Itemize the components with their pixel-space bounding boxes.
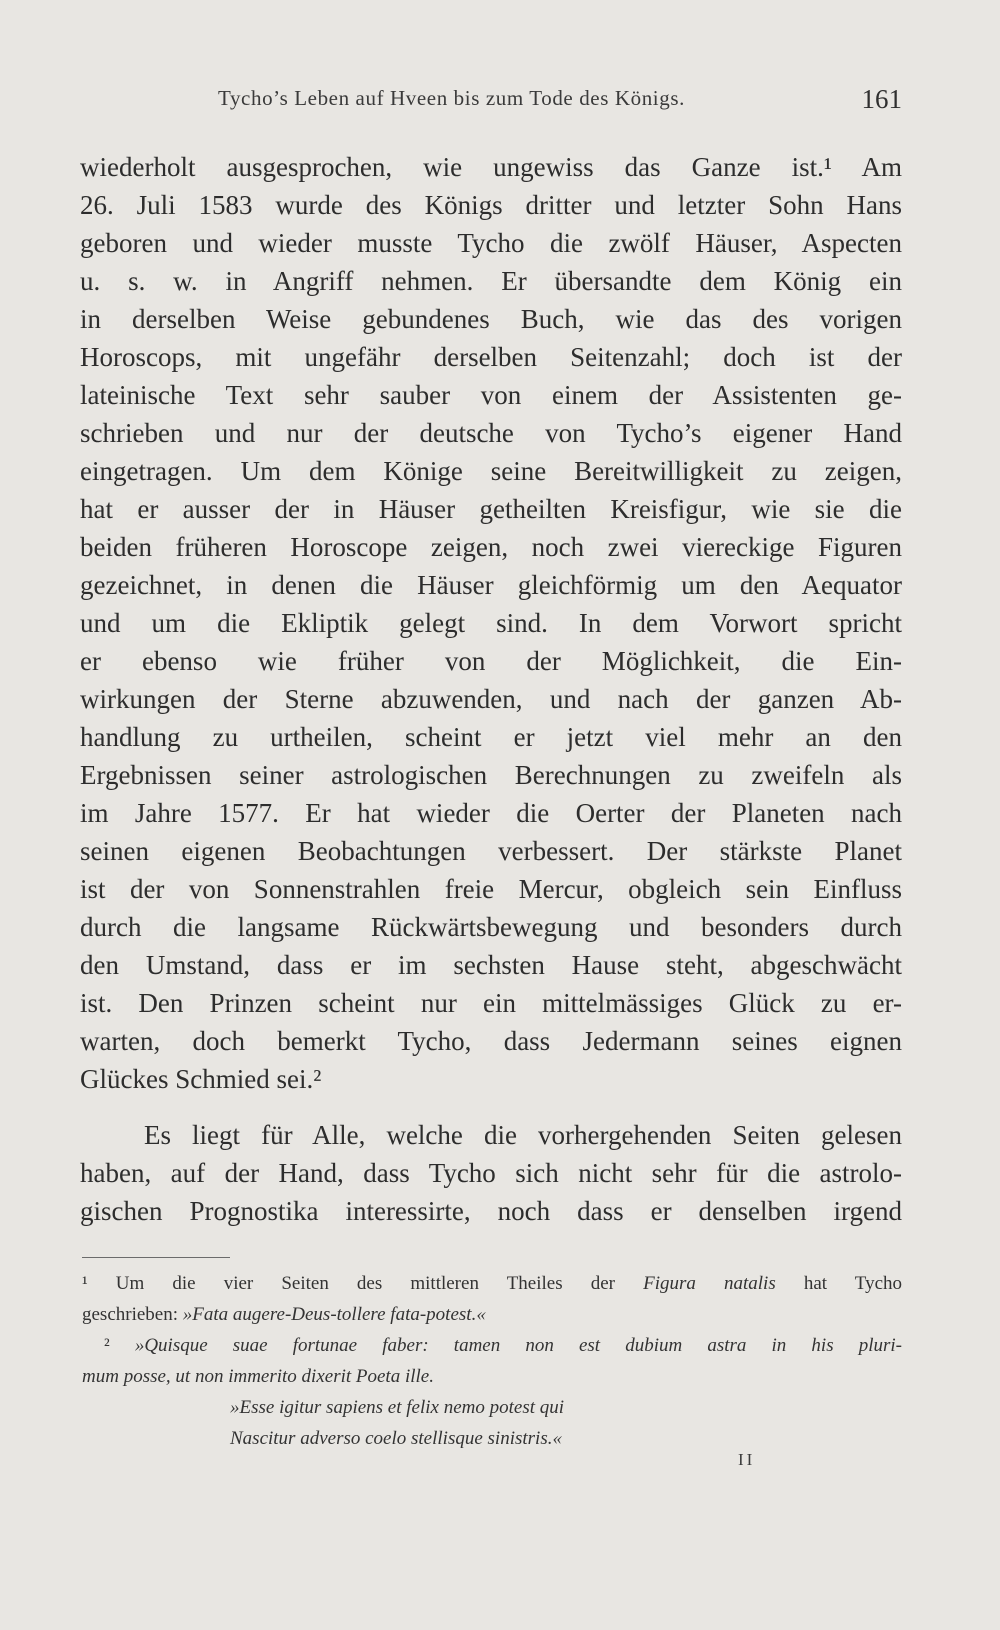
page-number: 161 <box>861 84 902 114</box>
text-line: u. s. w. in Angriff nehmen. Er übersandte dem König ein <box>80 266 902 296</box>
footnote-marker: ² <box>104 1335 110 1356</box>
text-line: ist. Den Prinzen scheint nur ein mittelmässiges Glück zu er- <box>80 988 902 1018</box>
text-line: gezeichnet, in denen die Häuser gleichförmig um den Aequator <box>80 570 902 600</box>
text-line: den Umstand, dass er im sechsten Hause steht, abgeschwächt <box>80 950 902 980</box>
text-line: durch die langsame Rückwärtsbewegung und besonders durch <box>80 912 902 942</box>
text-line: im Jahre 1577. Er hat wieder die Oerter der Planeten nach <box>80 798 902 828</box>
footnote-text: geschrieben: <box>82 1304 179 1325</box>
page-header <box>218 84 902 118</box>
text-line: lateinische Text sehr sauber von einem der Assistenten ge- <box>80 380 902 410</box>
text-line: gischen Prognostika interessirte, noch dass er denselben irgend <box>80 1196 902 1226</box>
paragraph-gap <box>80 1098 902 1116</box>
text-line: seinen eigenen Beobachtungen verbessert. Der stärkste Planet <box>80 836 902 866</box>
signature-mark: II <box>738 1450 756 1469</box>
text-line: ist der von Sonnenstrahlen freie Mercur, obgleich sein Einfluss <box>80 874 902 904</box>
footnote-text: hat Tycho <box>803 1273 903 1294</box>
text-line: in derselben Weise gebundenes Buch, wie das des vorigen <box>80 304 902 334</box>
text-line: handlung zu urtheilen, scheint er jetzt viel mehr an den <box>80 722 902 752</box>
footnote-text: ¹ Um die vier Seiten des mittleren Theiles der <box>82 1273 615 1294</box>
text-line: hat er ausser der in Häuser getheilten Kreisfigur, wie sie die <box>80 494 902 524</box>
footnote-1-line <box>82 1268 902 1299</box>
text-line: warten, doch bemerkt Tycho, dass Jedermann seines eignen <box>80 1026 902 1056</box>
text-line: wiederholt ausgesprochen, wie ungewiss das Ganze ist.¹ Am <box>80 152 902 182</box>
text-line: wirkungen der Sterne abzuwenden, und nach der ganzen Ab- <box>80 684 902 714</box>
text-line: er ebenso wie früher von der Möglichkeit, die Ein- <box>80 646 902 676</box>
text-line: und um die Ekliptik gelegt sind. In dem Vorwort spricht <box>80 608 902 638</box>
text-line: Ergebnissen seiner astrologischen Berechnungen zu zweifeln als <box>80 760 902 790</box>
footnote-verse: Nascitur adverso coelo stellisque sinistris.« <box>230 1428 562 1449</box>
text-line: eingetragen. Um dem Könige seine Bereitwilligkeit zu zeigen, <box>80 456 902 486</box>
text-line: 26. Juli 1583 wurde des Königs dritter und letzter Sohn Hans <box>80 190 902 220</box>
text-line: Horoscops, mit ungefähr derselben Seitenzahl; doch ist der <box>80 342 902 372</box>
text-line: geboren und wieder musste Tycho die zwölf Häuser, Aspecten <box>80 228 902 258</box>
footnote-2-line <box>82 1330 902 1361</box>
footnote-2-line: mum posse, ut non immerito dixerit Poeta ille. <box>82 1366 434 1387</box>
text-line: Es liegt für Alle, welche die vorhergehenden Seiten gelesen <box>144 1120 902 1150</box>
text-line: schrieben und nur der deutsche von Tycho’s eigener Hand <box>80 418 902 448</box>
main-text <box>80 148 902 1230</box>
footnote-1-line <box>82 1299 902 1330</box>
footnote-italic: »Fata augere-Deus-tollere fata-potest.« <box>182 1304 486 1325</box>
text-line: haben, auf der Hand, dass Tycho sich nicht sehr für die astrolo- <box>80 1158 902 1188</box>
footnote-italic: »Quisque suae fortunae faber: tamen non est dubium astra in his pluri- <box>134 1335 902 1356</box>
running-head: Tycho’s Leben auf Hveen bis zum Tode des Königs. <box>218 86 685 110</box>
footnote-verse: »Esse igitur sapiens et felix nemo potest qui <box>230 1397 565 1418</box>
footnote-rule <box>82 1257 230 1258</box>
text-line: beiden früheren Horoscope zeigen, noch zwei viereckige Figuren <box>80 532 902 562</box>
text-line: Glückes Schmied sei.² <box>80 1064 322 1094</box>
footnote-italic: Figura natalis <box>643 1273 776 1294</box>
footnotes <box>82 1268 902 1454</box>
